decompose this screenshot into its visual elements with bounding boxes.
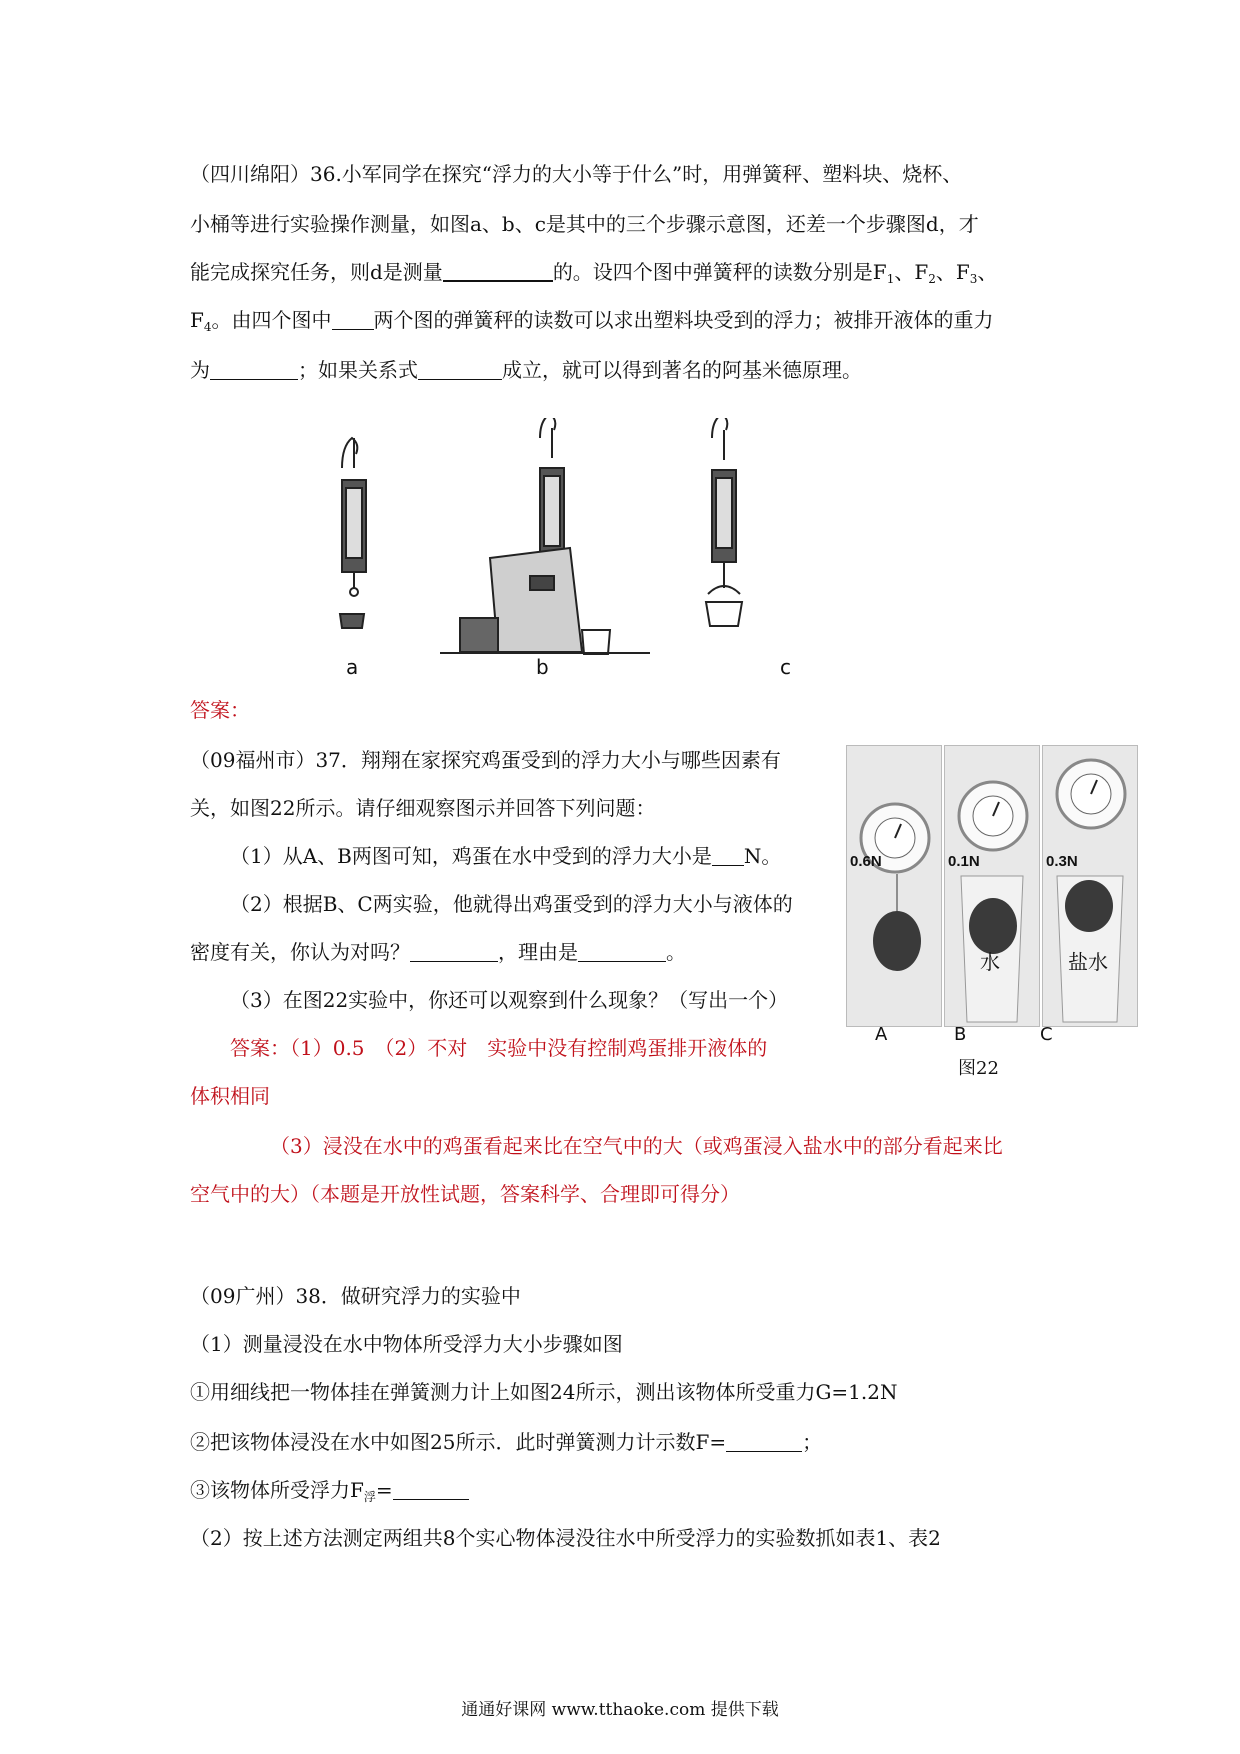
- figure-label-a: a: [346, 655, 359, 679]
- photo-label-b: B: [954, 1024, 967, 1045]
- answer-blank[interactable]: [712, 845, 744, 866]
- q37-answer-line-2: 体积相同: [190, 1084, 270, 1108]
- answer-blank[interactable]: [332, 309, 374, 330]
- figure-22-caption: 图22: [958, 1058, 999, 1079]
- q37-part-1: （1）从A、B两图可知，鸡蛋在水中受到的浮力大小是 N。: [230, 844, 782, 868]
- q36-line-4: $F_4$。由四个图中 两个图的弹簧秤的读数可以求出塑料块受到的浮力；被排开液体的重力: [190, 308, 994, 334]
- q36-line-1: （四川绵阳）36.小军同学在探究“浮力的大小等于什么”时，用弹簧秤、塑料块、烧杯、: [190, 162, 963, 186]
- photo-a: [846, 745, 942, 1027]
- q37-answer-line-3: （3）浸没在水中的鸡蛋看起来比在空气中的大（或鸡蛋浸入盐水中的部分看起来比: [270, 1134, 1003, 1158]
- answer-blank[interactable]: [418, 359, 502, 380]
- photo-c-liquid: 盐水: [1068, 950, 1108, 974]
- photo-c-reading: 0.3N: [1046, 853, 1078, 870]
- figure-label-c: c: [780, 655, 791, 679]
- photo-a-reading: 0.6N: [850, 853, 882, 870]
- q36-answer-label: 答案：: [190, 698, 250, 722]
- page-footer: 通通好课网 www.tthaoke.com 提供下载: [461, 1700, 779, 1720]
- q38-line-2: （1）测量浸没在水中物体所受浮力大小步骤如图: [190, 1332, 623, 1356]
- q37-line-2: 关，如图22所示。请仔细观察图示并回答下列问题：: [190, 796, 656, 820]
- q37-answer-line-1: 答案：（1）0.5 （2）不对 实验中没有控制鸡蛋排开液体的: [230, 1036, 768, 1060]
- photo-label-c: C: [1040, 1024, 1053, 1045]
- q37-answer-line-4: 空气中的大）（本题是开放性试题，答案科学、合理即可得分）: [190, 1182, 740, 1206]
- q38-line-5: ③该物体所受浮力$F_浮=$: [190, 1476, 469, 1511]
- q38-line-1: （09广州）38．做研究浮力的实验中: [190, 1284, 521, 1308]
- answer-blank[interactable]: [393, 1479, 469, 1500]
- figure-b: [440, 418, 650, 654]
- q36-line-5: 为 ；如果关系式 成立，就可以得到著名的阿基米德原理。: [190, 358, 862, 382]
- answer-blank[interactable]: [726, 1431, 802, 1452]
- figure-label-b: b: [536, 655, 549, 679]
- q38-line-6: （2）按上述方法测定两组共8个实心物体浸没往水中所受浮力的实验数抓如表1、表2: [190, 1526, 941, 1550]
- figure-a: [340, 438, 366, 628]
- q37-part-2-line-2: 密度有关，你认为对吗？ ，理由是 。: [190, 940, 686, 964]
- photo-b: [944, 745, 1040, 1027]
- q38-line-4: ②把该物体浸没在水中如图25所示．此时弹簧测力计示数F= ；: [190, 1430, 823, 1454]
- photo-label-a: A: [875, 1024, 888, 1045]
- q36-line-3: 能完成探究任务，则d是测量 的。设四个图中弹簧秤的读数分别是$F_1$、$F_2$、$F_3$、: [190, 260, 998, 286]
- answer-blank[interactable]: [410, 941, 498, 962]
- q37-part-2-line-1: （2）根据B、C两实验，他就得出鸡蛋受到的浮力大小与液体的: [230, 892, 793, 916]
- photo-c: [1042, 745, 1138, 1027]
- answer-blank[interactable]: [210, 359, 298, 380]
- photo-b-reading: 0.1N: [948, 853, 980, 870]
- q36-line-2: 小桶等进行实验操作测量，如图a、b、c是其中的三个步骤示意图，还差一个步骤图d，才: [190, 212, 979, 236]
- figure-c: [706, 418, 742, 626]
- q38-line-3: ①用细线把一物体挂在弹簧测力计上如图24所示，测出该物体所受重力G=1.2N: [190, 1380, 898, 1404]
- q37-part-3: （3）在图22实验中，你还可以观察到什么现象？（写出一个）: [230, 988, 789, 1012]
- answer-blank[interactable]: [443, 260, 553, 282]
- answer-blank[interactable]: [578, 941, 666, 962]
- spring-scale-figure: [320, 418, 880, 658]
- q37-line-1: （09福州市）37．翔翔在家探究鸡蛋受到的浮力大小与哪些因素有: [190, 748, 781, 772]
- photo-b-liquid: 水: [980, 950, 1000, 974]
